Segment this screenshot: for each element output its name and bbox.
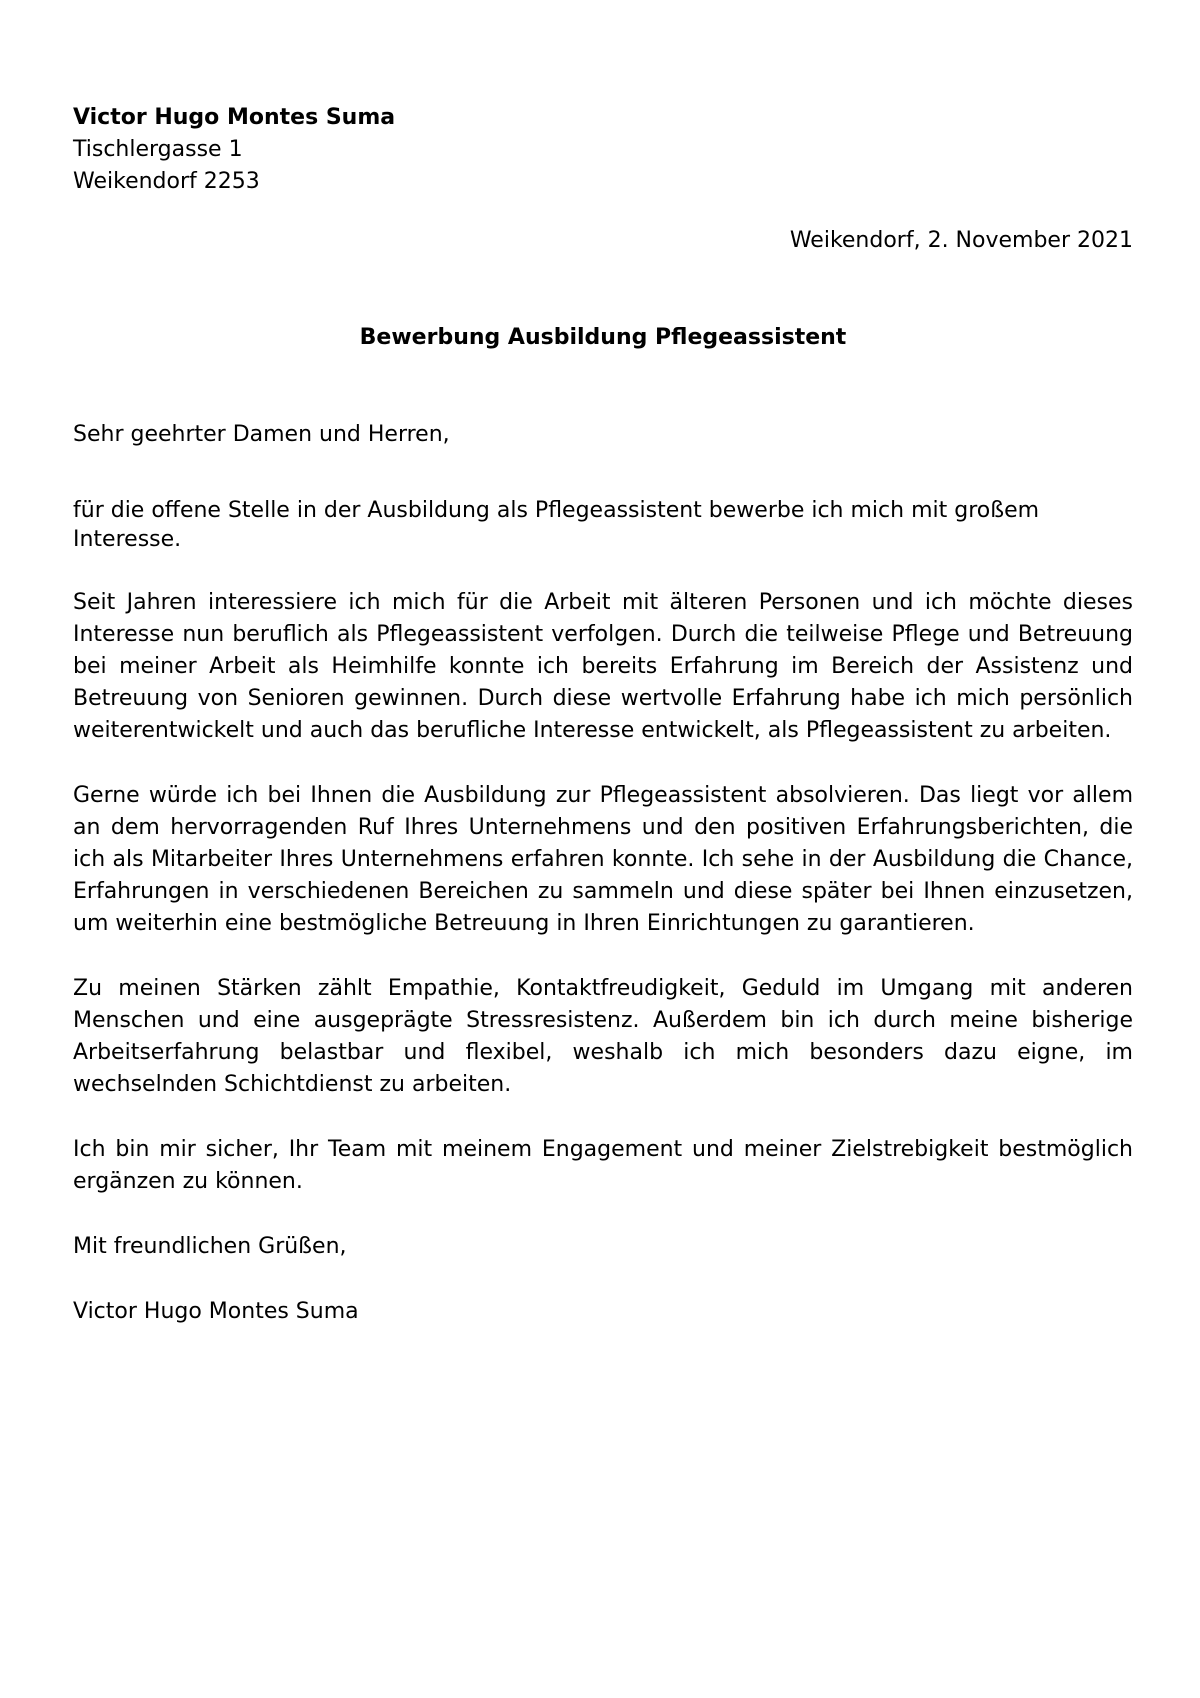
body-paragraph: Ich bin mir sicher, Ihr Team mit meinem Engagement und meiner Zielstrebigkeit bestmöglich ergänzen zu können.	[73, 1137, 1133, 1194]
body-paragraph: Seit Jahren interessiere ich mich für die Arbeit mit älteren Personen und ich möchte dieses Interesse nun beruflich als Pflegeassistent verfolgen. Durch die teilweise Pflege und Betreuung bei meiner Arbeit als Heimhilfe konnte ich bereits Erfahrung im Bereich der Assistenz und Betreuung von Senioren gewinnen. Durch diese wertvolle Erfahrung habe ich mich persönlich weiterentwickelt und auch das berufliche Interesse entwickelt, als Pflegeassistent zu arbeiten.	[73, 590, 1133, 743]
letter-closing: Mit freundlichen Grüßen,	[73, 1234, 347, 1259]
sender-city: Weikendorf 2253	[73, 169, 260, 194]
letter-content	[73, 102, 1133, 1328]
letter-salutation: Sehr geehrter Damen und Herren,	[73, 422, 450, 447]
sender-name: Victor Hugo Montes Suma	[73, 105, 396, 130]
sender-block	[73, 102, 1133, 198]
letter-signature: Victor Hugo Montes Suma	[73, 1299, 359, 1324]
letter-subject: Bewerbung Ausbildung Pflegeassistent	[359, 325, 847, 350]
letter-date: Weikendorf, 2. November 2021	[789, 228, 1133, 253]
body-paragraph: Zu meinen Stärken zählt Empathie, Kontaktfreudigkeit, Geduld im Umgang mit anderen Menschen und eine ausgeprägte Stressresistenz. Außerdem bin ich durch meine bisherige Arbeitserfahrung belastbar und flexibel, weshalb ich mich besonders dazu eigne, im wechselnden Schichtdienst zu arbeiten.	[73, 976, 1133, 1097]
sender-street: Tischlergasse 1	[73, 137, 243, 162]
body-intro: für die offene Stelle in der Ausbildung als Pflegeassistent bewerbe ich mich mit großem Interesse.	[73, 498, 1040, 552]
body-paragraph: Gerne würde ich bei Ihnen die Ausbildung zur Pflegeassistent absolvieren. Das liegt vor allem an dem hervorragenden Ruf Ihres Unternehmens und den positiven Erfahrungsberichten, die ich als Mitarbeiter Ihres Unternehmens erfahren konnte. Ich sehe in der Ausbildung die Chance, Erfahrungen in verschiedenen Bereichen zu sammeln und diese später bei Ihnen einzusetzen, um weiterhin eine bestmögliche Betreuung in Ihren Einrichtungen zu garantieren.	[73, 783, 1133, 936]
